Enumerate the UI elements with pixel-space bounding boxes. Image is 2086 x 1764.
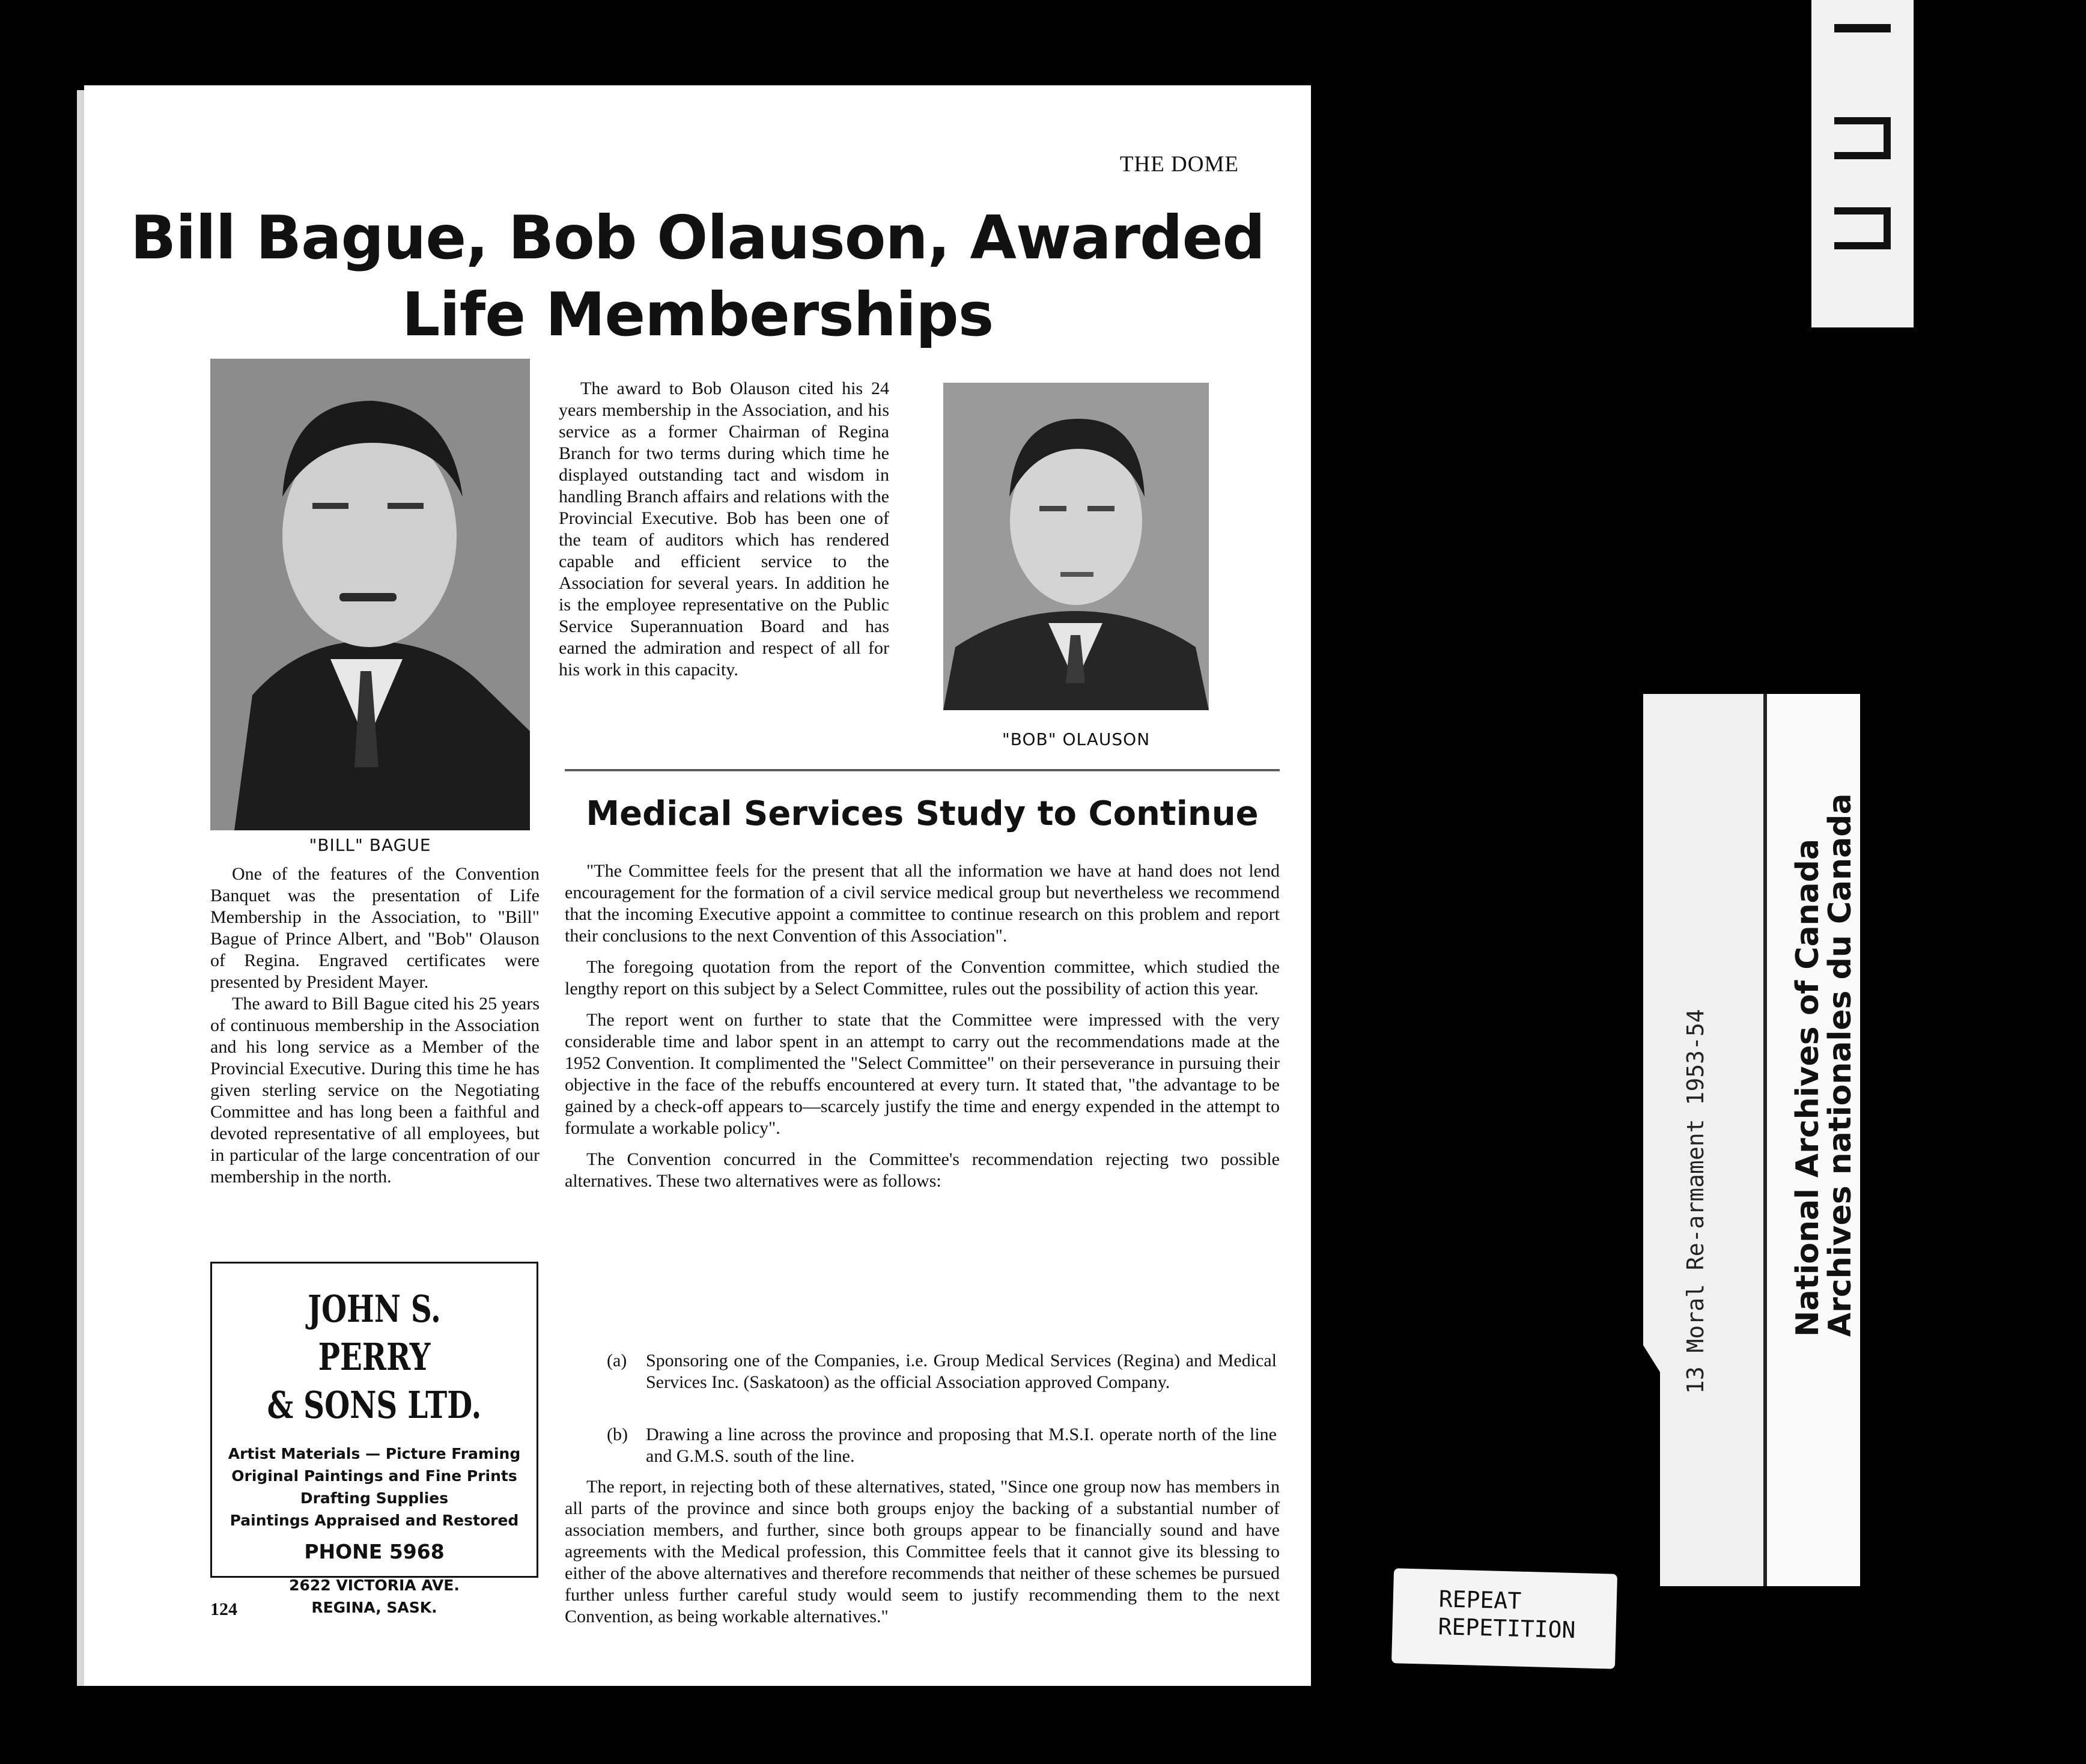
running-head: THE DOME (1119, 152, 1239, 177)
frame-mark (1834, 117, 1891, 159)
olauson-article-paragraph: The award to Bob Olauson cited his 24 years membership in the Association, and his service as a former Chairman of Regina Branch for two terms during which time he displayed outstanding tact and wisdom in handling Branch affairs and relations with the Provincial Executive. Bob has been one of the team of auditors which has rendered capable and efficient service to the Association for several years. In addition he is the employee representative on the Public Service Superannuation Board and has earned the admiration and respect of all for his work in this capacity. (559, 379, 889, 680)
bague-photo (210, 359, 530, 830)
headline (84, 199, 1311, 353)
bague-article (210, 863, 540, 1188)
magazine-page (84, 85, 1311, 1686)
item-text: Drawing a line across the province and proposing that M.S.I. operate north of the line and G.M.S. south of the line. (646, 1425, 1277, 1466)
medical-headline: Medical Services Study to Continue (586, 794, 1259, 833)
medical-closing (565, 1476, 1280, 1628)
ad-line: Drafting Supplies (300, 1489, 449, 1507)
medical-closing-paragraph: The report, in rejecting both of these alternatives, stated, "Since one group now has members in all parts of the province and since both groups enjoy the backing of a substantial number of association members, and further, since both groups appear to be financially sound and have agreements with the Medical profession, this Committee feels that it cannot give its blessing to either of the above alternatives and therefore recommends that neither of these schemes be pursued further unless further careful study would seem to justify recommending them to the next Convention, as being workable alternatives." (565, 1477, 1280, 1626)
medical-paragraph-1: "The Committee feels for the present that all the information we have at hand does not lend encouragement for the formation of a civil service medical group but nevertheless we recommend that the incoming Executive appoint a committee to continue research on this problem and report their conclusions to the next Convention of this Association". (565, 861, 1280, 946)
frame-mark (1834, 24, 1891, 32)
olauson-caption: "BOB" OLAUSON (1002, 729, 1151, 749)
archive-name-en: National Archives of Canada (1790, 839, 1826, 1337)
headline-line-2: Life Memberships (401, 279, 994, 350)
bague-article-paragraph-2: The award to Bill Bague cited his 25 years of continuous membership in the Association and his long service as a Member of the Provincial Executive. During this time he has given sterling service on the Negotiating Committee and has long been a faithful and devoted representative of all employees, but in particular of the large concentration of our membership in the north. (210, 994, 540, 1187)
repeat-label (1391, 1568, 1617, 1669)
ad-company-line-2: & SONS LTD. (267, 1383, 482, 1427)
medical-item-b (607, 1424, 1277, 1467)
ad-line: Paintings Appraised and Restored (230, 1512, 519, 1529)
bague-article-paragraph-1: One of the features of the Convention Banquet was the presentation of Life Membership in the Association, to "Bill" Bague of Prince Albert, and "Bob" Olauson of Regina. Engraved certificates were presented by President Mayer. (210, 864, 540, 992)
item-label: (b) (607, 1425, 628, 1444)
item-text: Sponsoring one of the Companies, i.e. Group Medical Services (Regina) and Medical Services Inc. (Saskatoon) as the official Association approved Company. (646, 1351, 1277, 1392)
headline-line-1: Bill Bague, Bob Olauson, Awarded (130, 202, 1265, 273)
page-number: 124 (210, 1599, 237, 1619)
medical-item-a (607, 1350, 1277, 1393)
ad-line: Artist Materials — Picture Framing (228, 1445, 521, 1462)
microfilm-frame-tab (1811, 0, 1914, 327)
ad-company-line-1: JOHN S. PERRY (308, 1287, 441, 1379)
frame-mark (1834, 207, 1891, 249)
archive-name-fr: Archives nationales du Canada (1822, 793, 1858, 1337)
section-divider (565, 769, 1280, 771)
ad-address-1: 2622 VICTORIA AVE. (289, 1577, 460, 1594)
medical-paragraph-3: The report went on further to state that the Committee were impressed with the very considerable time and labor spent in an attempt to carry out the recommendations made at the 1952 Convention. It complimented the "Select Committee" on their perseverance in pursuing their objective in the face of the rebuffs encountered at every turn. It stated that, "the advantage to be gained by a check-off appears to—scarcely justify the time and energy expended in the attempt to formulate a workable policy". (565, 1010, 1280, 1138)
repeat-label-line-2: REPETITION (1438, 1613, 1576, 1644)
medical-paragraph-2: The foregoing quotation from the report of the Convention committee, which studied the lengthy report on this subject by a Select Committee, rules out the possibility of action this year. (565, 957, 1280, 999)
catalog-text: 13 Moral Re-armament 1953-54 (1682, 1009, 1709, 1394)
medical-paragraph-4: The Convention concurred in the Committee's recommendation rejecting two possible alternatives. These two alternatives were as follows: (565, 1149, 1280, 1191)
repeat-label-line-1: REPEAT (1438, 1586, 1522, 1614)
bague-caption: "BILL" BAGUE (309, 835, 431, 855)
item-label: (a) (607, 1351, 627, 1370)
ad-address-2: REGINA, SASK. (311, 1599, 437, 1616)
medical-article (565, 860, 1280, 1192)
olauson-photo (943, 383, 1209, 710)
olauson-article (559, 378, 889, 681)
archive-name (1792, 793, 1856, 1337)
ad-line: Original Paintings and Fine Prints (231, 1467, 517, 1485)
ad-phone: PHONE 5968 (304, 1540, 445, 1563)
